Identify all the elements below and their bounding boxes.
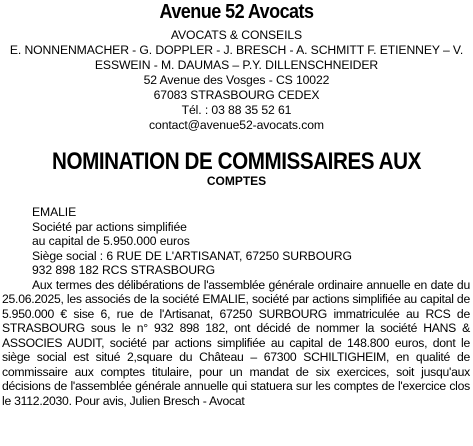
firm-partners-line-1: E. NONNENMACHER - G. DOPPLER - J. BRESCH - A. SCHMITT F. ETIENNEY – V.	[9, 43, 464, 57]
company-registered-office: Siège social : 6 RUE DE L'ARTISANAT, 67250 SURBOURG	[32, 248, 352, 263]
notice-body	[2, 205, 471, 408]
company-name: EMALIE	[32, 205, 77, 219]
firm-email: contact@avenue52-avocats.com	[149, 118, 324, 132]
law-firm-header	[2, 0, 471, 133]
firm-street-address: 52 Avenue des Vosges - CS 10022	[143, 73, 330, 87]
firm-city: 67083 STRASBOURG CEDEX	[153, 88, 320, 102]
firm-partners-line-2: ESSWEIN - M. DAUMAS – P.Y. DILLENSCHNEIDER	[94, 58, 379, 72]
firm-phone: Tél. : 03 88 35 52 61	[181, 103, 292, 117]
firm-name: Avenue 52 Avocats	[159, 1, 314, 23]
firm-tagline: AVOCATS & CONSEILS	[170, 28, 303, 42]
company-legal-form: Société par actions simplifiée	[32, 219, 187, 234]
notice-subtitle: COMPTES	[206, 174, 267, 188]
notice-title: NOMINATION DE COMMISSAIRES AUX	[52, 148, 421, 175]
company-capital: au capital de 5.950.000 euros	[32, 234, 190, 248]
company-registration: 932 898 182 RCS STRASBOURG	[32, 263, 216, 277]
notice-paragraph: Aux termes des délibérations de l'assemblée générale ordinaire annuelle en date du 25.06.2025, les associés de la société EMALIE, société par actions simplifiée au capital de 5.950.000 € sise 6, rue de l'Artisanat, 67250 SURBOURG immatriculée au RCS de STRASBOURG sous le n° 932 898 182, ont décidé de nommer la société HANS & ASSOCIES AUDIT, société par actions simplifiée au capital de 148.800 euros, dont le siège social est situé 2,square du Château – 67300 SCHILTIGHEIM, en qualité de commissaire aux comptes titulaire, pour un mandat de six exercices, soit jusqu'aux décisions de l'assemblée générale annuelle qui statuera sur les comptes de l'exercice clos le 3112.2030. Pour avis, Julien Bresch - Avocat	[2, 277, 470, 408]
